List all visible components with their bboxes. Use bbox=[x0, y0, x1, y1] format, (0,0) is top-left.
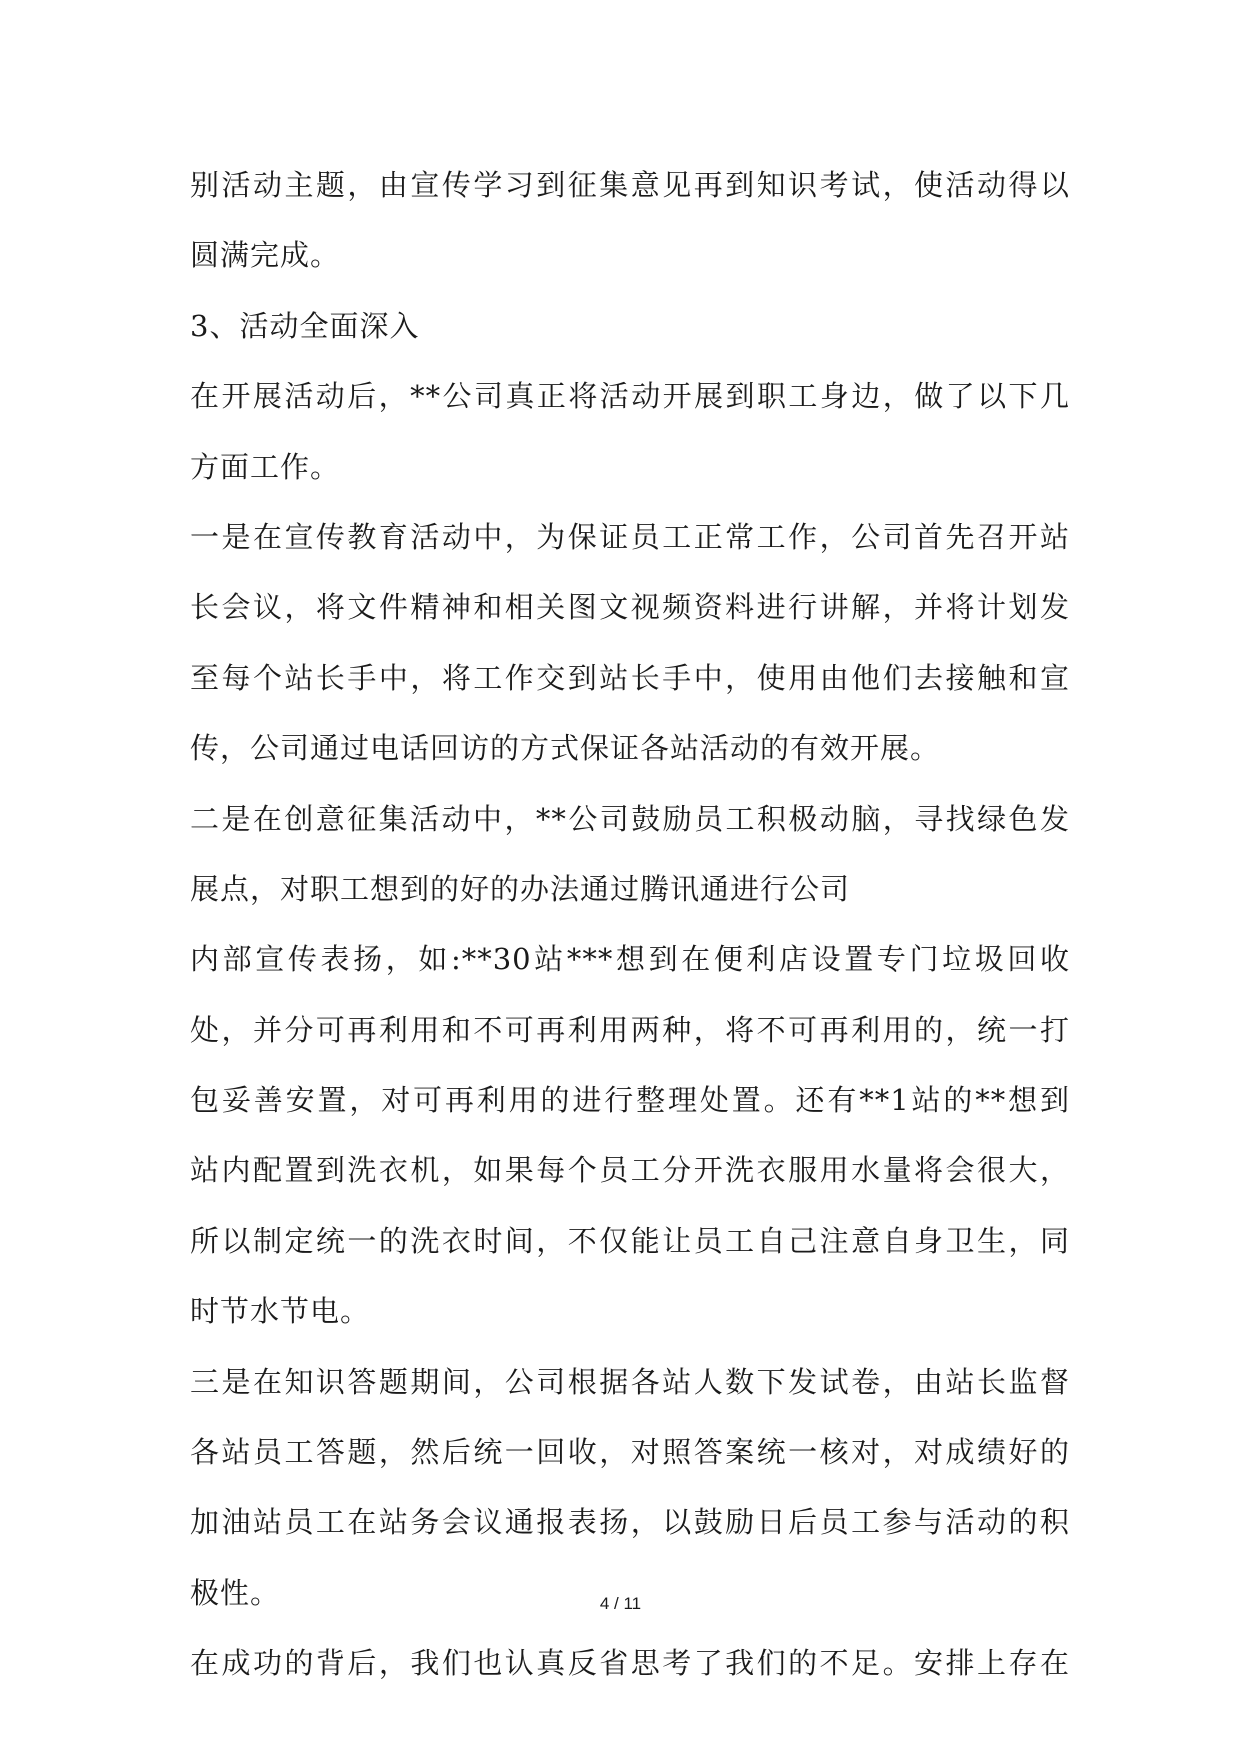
text-line: 3、活动全面深入 bbox=[190, 308, 420, 343]
text-line: 至每个站长手中，将工作交到站长手中，使用由他们去接触和宣 bbox=[190, 660, 1070, 695]
text-line: 展点，对职工想到的好的办法通过腾讯通进行公司 bbox=[190, 871, 851, 906]
text-line: 三是在知识答题期间，公司根据各站人数下发试卷，由站长监督 bbox=[190, 1364, 1070, 1399]
text-line: 所以制定统一的洗衣时间，不仅能让员工自己注意自身卫生，同 bbox=[190, 1223, 1070, 1258]
text-line: 圆满完成。 bbox=[190, 238, 341, 273]
text-line: 各站员工答题，然后统一回收，对照答案统一核对，对成绩好的 bbox=[190, 1435, 1070, 1470]
text-line: 方面工作。 bbox=[190, 449, 341, 484]
text-line: 站内配置到洗衣机，如果每个员工分开洗衣服用水量将会很大， bbox=[190, 1153, 1070, 1188]
document-body bbox=[190, 150, 1070, 1699]
text-line: 长会议，将文件精神和相关图文视频资料进行讲解，并将计划发 bbox=[190, 590, 1070, 625]
text-line: 加油站员工在站务会议通报表扬，以鼓励日后员工参与活动的积 bbox=[190, 1505, 1070, 1540]
text-line: 传，公司通过电话回访的方式保证各站活动的有效开展。 bbox=[190, 731, 941, 766]
text-line: 在成功的背后，我们也认真反省思考了我们的不足。安排上存在 bbox=[190, 1646, 1070, 1681]
text-line: 一是在宣传教育活动中，为保证员工正常工作，公司首先召开站 bbox=[190, 519, 1070, 554]
text-line: 处，并分可再利用和不可再利用两种，将不可再利用的，统一打 bbox=[190, 1012, 1070, 1047]
text-line: 极性。 bbox=[190, 1575, 281, 1610]
text-line: 包妥善安置，对可再利用的进行整理处置。还有**1站的**想到 bbox=[190, 1083, 1070, 1118]
text-line: 别活动主题，由宣传学习到征集意见再到知识考试，使活动得以 bbox=[190, 168, 1070, 202]
text-line: 在开展活动后，**公司真正将活动开展到职工身边，做了以下几 bbox=[190, 379, 1070, 414]
text-line: 时节水节电。 bbox=[190, 1294, 371, 1329]
text-line: 内部宣传表扬，如:**30站***想到在便利店设置专门垃圾回收 bbox=[190, 942, 1070, 977]
page-number: 4 / 11 bbox=[599, 1594, 642, 1613]
text-line: 二是在创意征集活动中，**公司鼓励员工积极动脑，寻找绿色发 bbox=[190, 801, 1070, 836]
